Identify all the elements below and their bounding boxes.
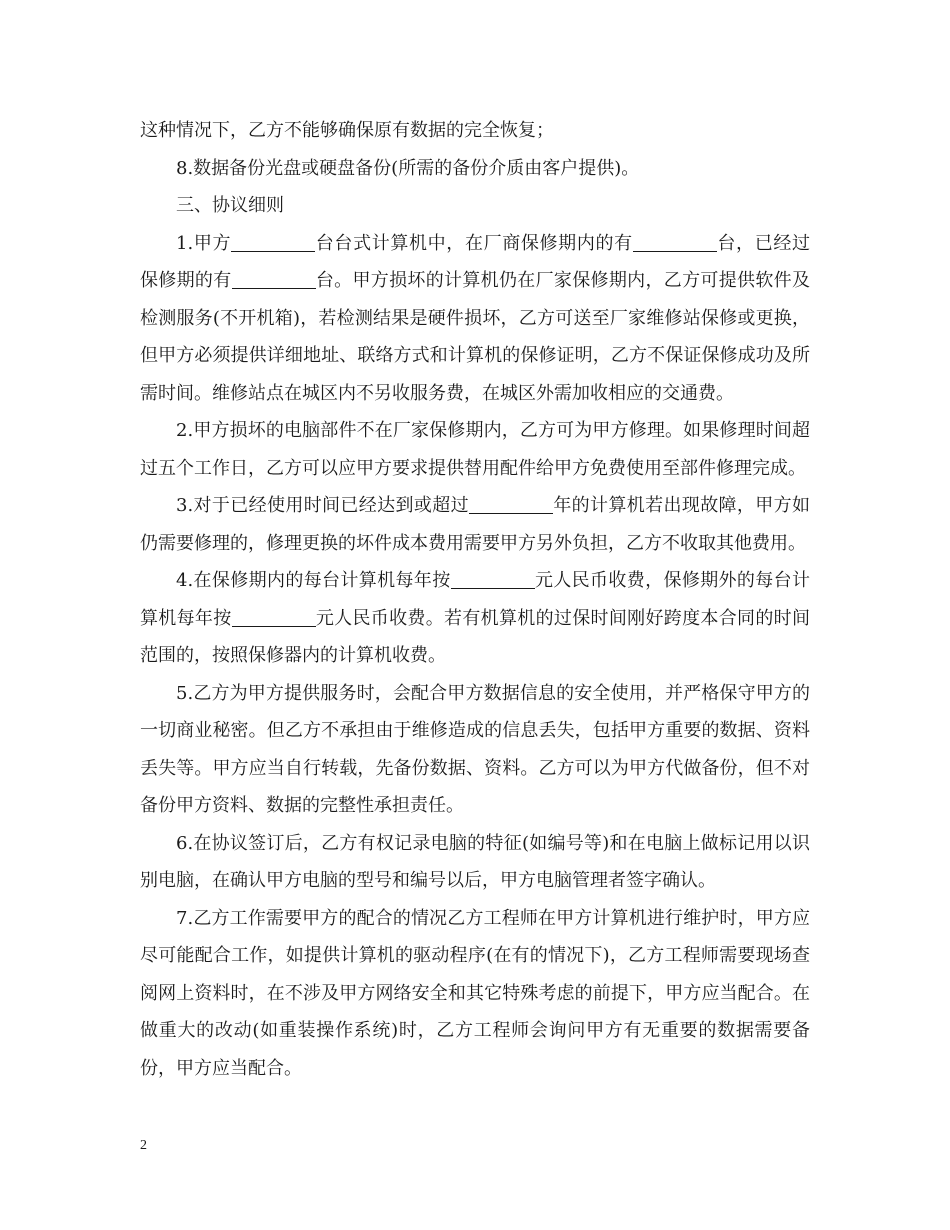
section-heading: 三、协议细则 (176, 195, 284, 216)
document-body (140, 112, 810, 1087)
fill-in-blank[interactable] (469, 493, 553, 514)
fill-in-blank[interactable] (231, 231, 315, 252)
clause-4: 4.在保修期内的每台计算机每年按 元人民币收费，保修期外的每台计算机每年按 元人民币收费。若有机算机的过保时间刚好跨度本合同的时间范围的，按照保修器内的计算机收费。 (140, 570, 810, 666)
clause-1: 1.甲方 台台式计算机中，在厂商保修期内的有 台，已经过保修期的有 台。甲方损坏的计算机仍在厂家保修期内，乙方可提供软件及检测服务(不开机箱)，若检测结果是硬件损坏，乙方可送至厂家维修站保修或更换，但甲方必须提供详细地址、联络方式和计算机的保修证明，乙方不保证保修成功及所需时间。维修站点在城区内不另收服务费，在城区外需加收相应的交通费。 (140, 232, 810, 404)
clause-2: 2.甲方损坏的电脑部件不在厂家保修期内，乙方可为甲方修理。如果修理时间超过五个工作日，乙方可以应甲方要求提供替用配件给甲方免费使用至部件修理完成。 (140, 420, 810, 479)
clause-3: 3.对于已经使用时间已经达到或超过 年的计算机若出现故障，甲方如仍需要修理的，修理更换的坏件成本费用需要甲方另外负担，乙方不收取其他费用。 (140, 495, 810, 554)
fill-in-blank[interactable] (232, 606, 316, 627)
page-number: 2 (140, 1138, 147, 1153)
fill-in-blank[interactable] (633, 231, 717, 252)
fill-in-blank[interactable] (232, 268, 316, 289)
fill-in-blank[interactable] (451, 568, 535, 589)
clause-6: 6.在协议签订后，乙方有权记录电脑的特征(如编号等)和在电脑上做标记用以识别电脑，在确认甲方电脑的型号和编号以后，甲方电脑管理者签字确认。 (140, 832, 810, 891)
list-item-8: 8.数据备份光盘或硬盘备份(所需的备份介质由客户提供)。 (176, 157, 640, 179)
clause-5: 5.乙方为甲方提供服务时，会配合甲方数据信息的安全使用，并严格保守甲方的一切商业秘密。但乙方不承担由于维修造成的信息丢失，包括甲方重要的数据、资料丢失等。甲方应当自行转载，先备份数据、资料。乙方可以为甲方代做备份，但不对备份甲方资料、数据的完整性承担责任。 (140, 682, 810, 816)
continued-paragraph: 这种情况下，乙方不能够确保原有数据的完全恢复； (140, 120, 554, 141)
clause-7: 7.乙方工作需要甲方的配合的情况乙方工程师在甲方计算机进行维护时，甲方应尽可能配合工作，如提供计算机的驱动程序(在有的情况下)，乙方工程师需要现场查阅网上资料时，在不涉及甲方网络安全和其它特殊考虑的前提下，甲方应当配合。在做重大的改动(如重装操作系统)时，乙方工程师会询问甲方有无重要的数据需要备份，甲方应当配合。 (140, 907, 810, 1079)
